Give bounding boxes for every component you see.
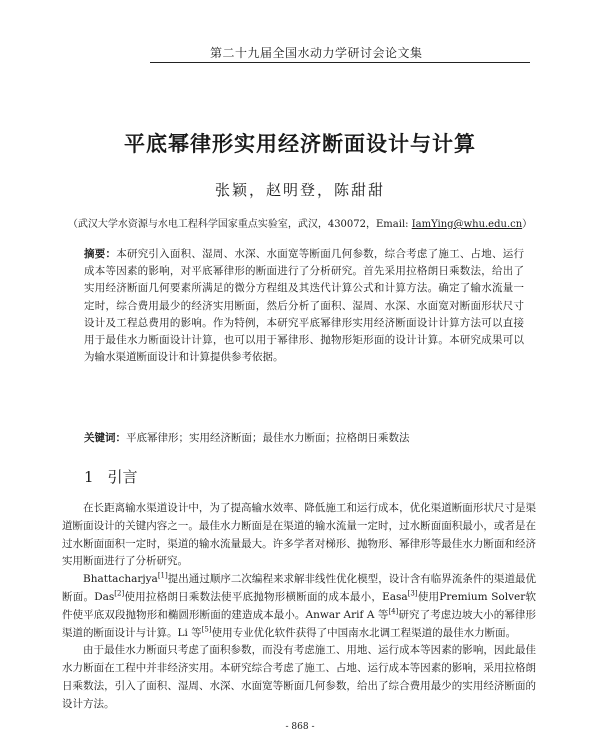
proceedings-header: 第二十九届全国水动力学研讨会论文集 [210,46,423,60]
p2-text-c: 使用拉格朗日乘数法使平底抛物形横断面的成本最小，Easa [124,590,408,603]
email-link[interactable]: IamYing@whu.edu.cn [411,219,523,230]
abstract-text: 本研究引入面积、湿周、水深、水面宽等断面几何参数，综合考虑了施工、占地、运行成本等因素的影响，对平底幂律形的断面进行了分析研究。首先采用拉格朗日乘数法，给出了实用经济断面几何要素所满足的微分方程组及其迭代计算公式和计算方法。确定了输水流量一定时，综合费用最少的经济实用断面，然后分析了面积、湿周、水深、水面宽对断面形状尺寸设计及工程总费用的影响。作为特例，本研究平底幂律形实用经济断面设计计算方法可以直接用于最佳水力断面设计计算，也可以用于幂律形、抛物形矩形面的设计计算。本研究成果可以为输水渠道断面设计和计算提供参考依据。 [84,248,525,364]
paragraph-2 [62,571,536,642]
abstract [84,246,524,366]
paragraph-1: 在长距离输水渠道设计中，为了提高输水效率、降低施工和运行成本，优化渠道断面形状尺寸是渠道断面设计的关键内容之一。最佳水力断面是在渠道的输水流量一定时，过水断面面积最小，或者是在过水断面面积一定时，渠道的输水流量最大。许多学者对梯形、抛物形、幂律形等最佳水力断面和经济实用断面进行了分析研究。 [62,502,536,568]
p2-text-d: 使用Premium Solver软件使平底双段抛物形和椭圆形断面的建造成本最小。Anwar Arif A 等 [62,590,536,621]
section-title: 引言 [107,468,138,486]
abstract-label: 摘要： [84,248,117,260]
p2-text-b: 提出通过顺序二次编程来求解非线性优化模型，设计含有临界流条件的渠道最优断面。Das [62,573,536,603]
paper-title: 平底幂律形实用经济断面设计与计算 [124,132,476,156]
section-heading [84,466,138,487]
citation-4[interactable]: [4] [388,607,399,616]
citation-5[interactable]: [5] [201,625,212,634]
citation-2[interactable]: [2] [114,589,125,598]
citation-3[interactable]: [3] [407,589,418,598]
header-rule [150,62,530,63]
p2-text-a: Bhattacharjya [83,573,158,586]
keywords-label: 关键词： [84,432,126,444]
keywords [84,430,524,447]
body-text [62,500,536,714]
affiliation-close: ） [522,219,533,230]
affiliation-text: （武汉大学水资源与水电工程科学国家重点实验室，武汉，430072，Email: [67,219,412,230]
section-number: 1 [84,468,94,486]
paper-authors: 张颖，赵明登，陈甜甜 [214,181,385,199]
paragraph-3: 由于最佳水力断面只考虑了面积参数，而没有考虑施工、用地、运行成本等因素的影响，因此最佳水力断面在工程中并非经济实用。本研究综合考虑了施工、占地、运行成本等因素的影响，采用拉格朗日乘数法，引入了面积、湿周、水深、水面宽等断面几何参数，给出了综合费用最少的实用经济断面的设计方法。 [62,644,536,710]
keywords-text: 平底幂律形；实用经济断面；最佳水力断面；拉格朗日乘数法 [126,432,410,444]
page-number: - 868 - [285,722,315,732]
p2-text-e: 研究了考虑边坡大小的幂律形渠道的断面设计与计算。Li 等 [62,608,537,639]
author-affiliation [0,215,600,230]
citation-1[interactable]: [1] [157,571,168,580]
p2-text-f: 使用专业优化软件获得了中国南水北调工程渠道的最佳水力断面。 [211,626,517,639]
